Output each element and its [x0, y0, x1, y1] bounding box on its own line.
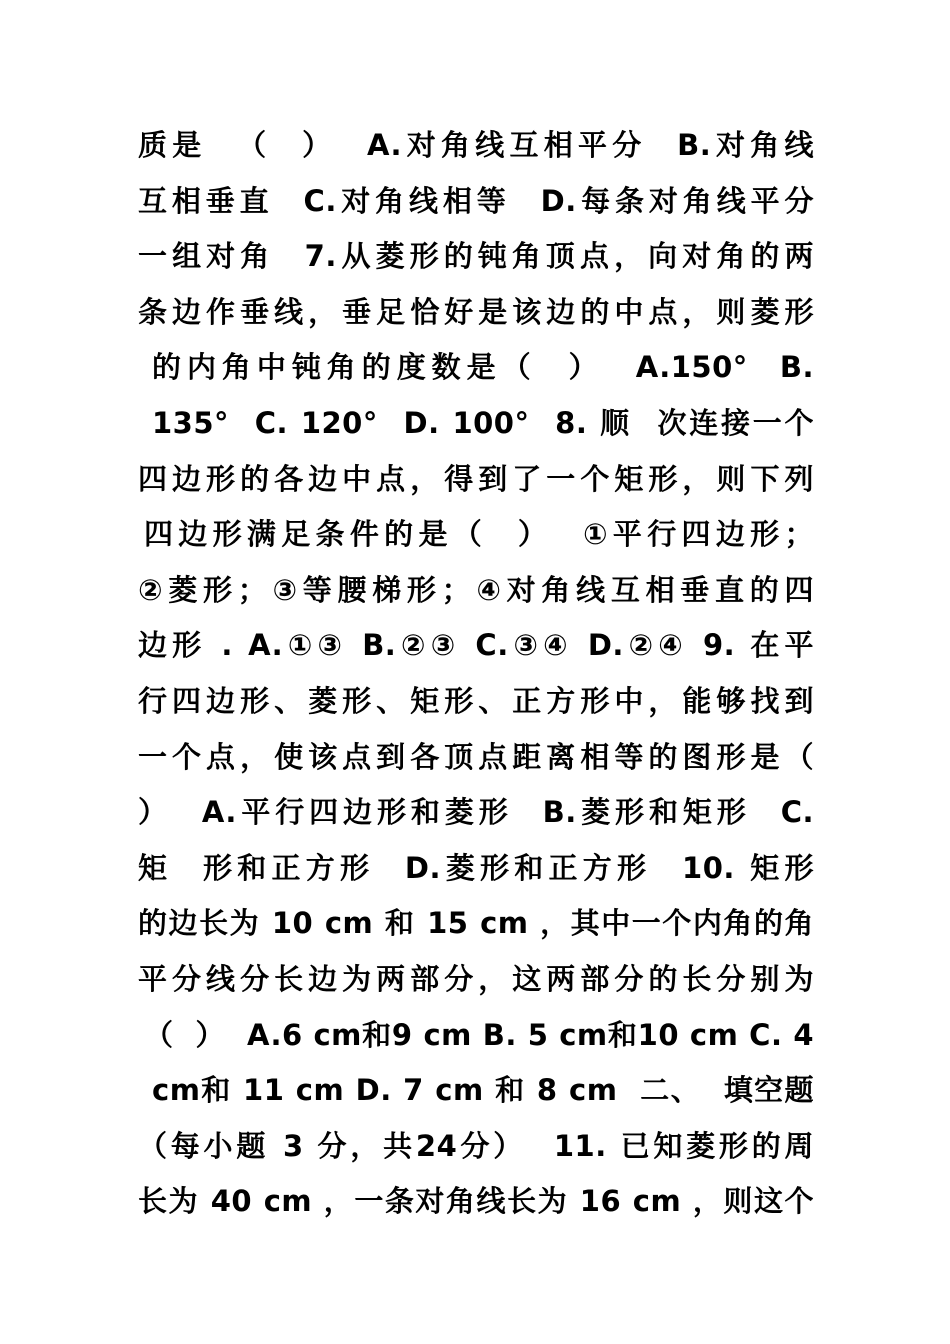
text-line: 四边形满足条件的是（ ） ①平行四边形；: [144, 517, 814, 552]
text-line: ） A.平行四边形和菱形 B.菱形和矩形 C.: [138, 795, 814, 830]
text-line: 行四边形、菱形、矩形、正方形中，能够找到: [138, 683, 814, 718]
text-line: 四边形的各边中点，得到了一个矩形，则下列: [138, 461, 814, 496]
text-line: ②菱形；③等腰梯形；④对角线互相垂直的四: [138, 572, 814, 607]
text-line: 长为 40 cm ，一条对角线长为 16 cm ，则这个: [138, 1184, 814, 1219]
document-text: [138, 118, 814, 1230]
text-line: 一组对角 7.从菱形的钝角顶点，向对角的两: [138, 239, 814, 274]
text-line: 质是 （ ） A.对角线互相平分 B.对角线: [138, 128, 814, 162]
text-line: 条边作垂线，垂足恰好是该边的中点，则菱形: [138, 294, 814, 329]
text-line: 的边长为 10 cm 和 15 cm ，其中一个内角的角: [138, 906, 814, 941]
text-line: 互相垂直 C.对角线相等 D.每条对角线平分: [138, 183, 814, 218]
text-line: 平分线分长边为两部分，这两部分的长分别为: [138, 961, 814, 996]
text-line: 矩 形和正方形 D.菱形和正方形 10. 矩形: [138, 850, 814, 885]
text-line: cm和 11 cm D. 7 cm 和 8 cm 二、 填空题: [152, 1073, 814, 1108]
text-line: （每小题 3 分，共24分） 11. 已知菱形的周: [138, 1128, 814, 1163]
text-line: 135° C. 120° D. 100° 8. 顺 次连接一个: [152, 405, 814, 440]
text-line: 的内角中钝角的度数是（ ） A.150° B.: [152, 350, 814, 385]
text-line: 边形 . A.①③ B.②③ C.③④ D.②④ 9. 在平: [138, 628, 814, 663]
text-line: （ ） A.6 cm和9 cm B. 5 cm和10 cm C. 4: [144, 1017, 814, 1052]
text-line: 一个点，使该点到各顶点距离相等的图形是（: [138, 739, 814, 774]
